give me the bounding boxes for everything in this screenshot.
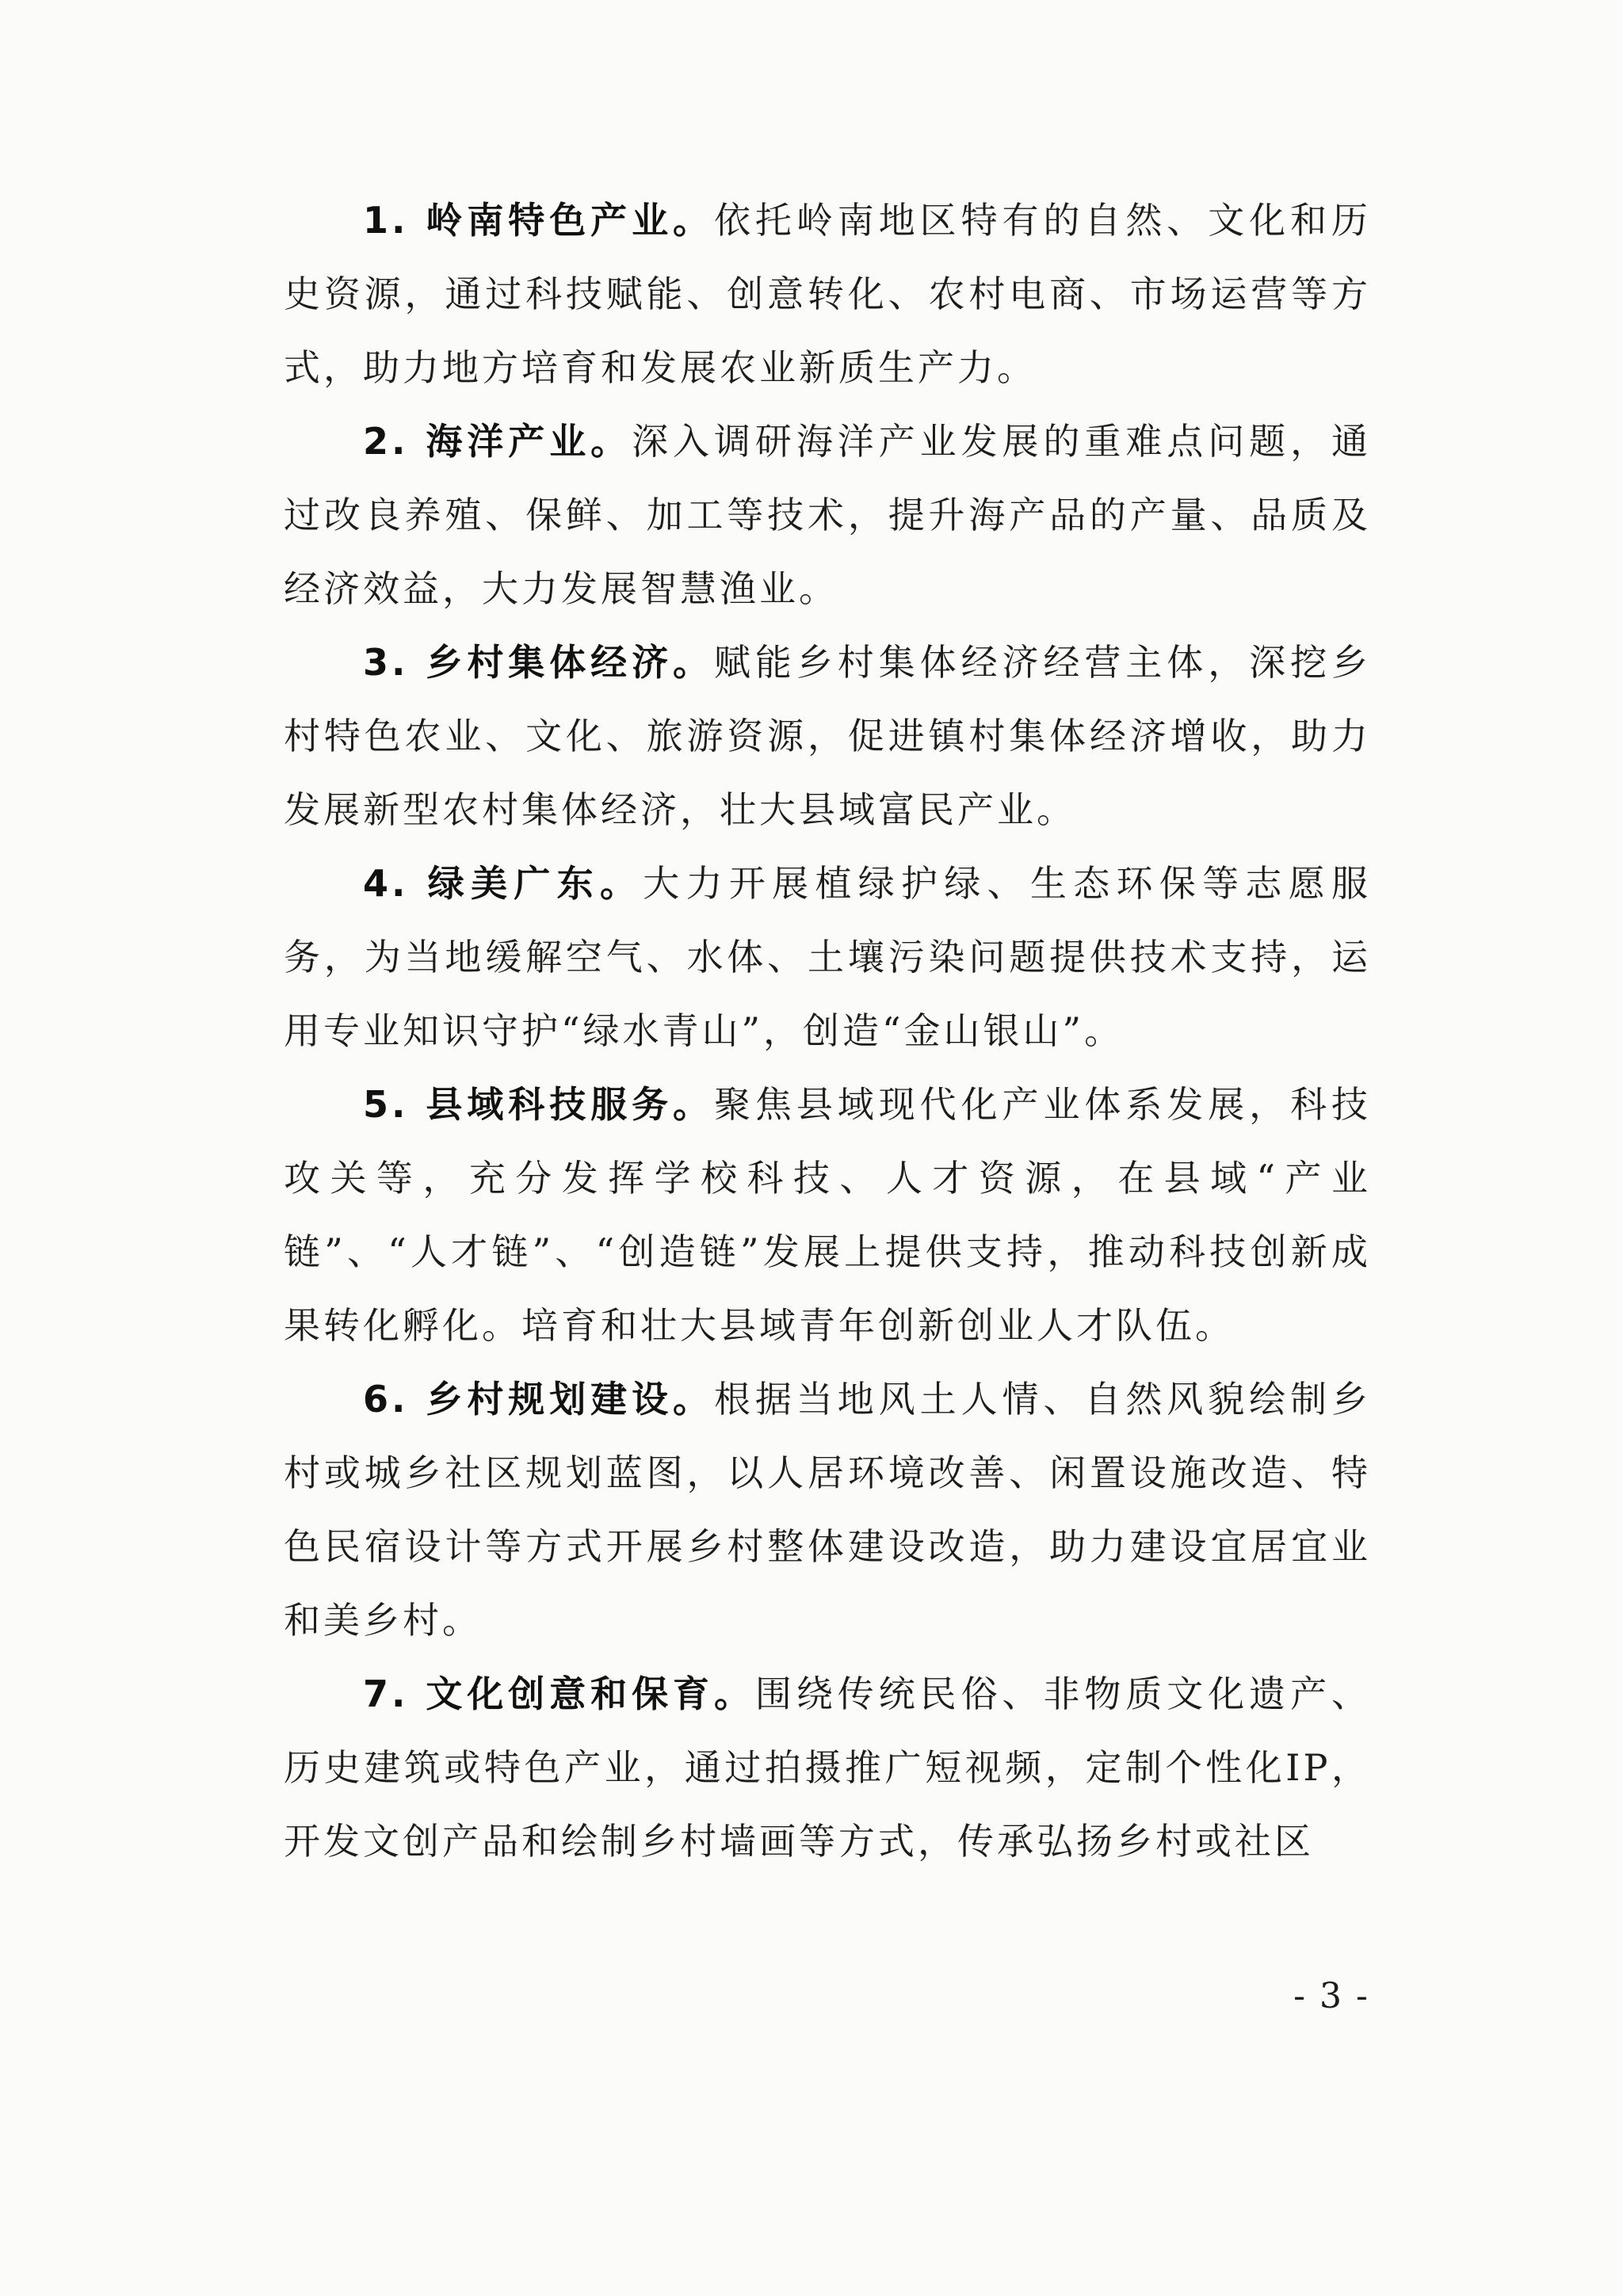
paragraph-text: 大力开展植绿护绿、生态环保等志愿服务，为当地缓解空气、水体、土壤污染问题提供技术支持，运用专业知识守护“绿水青山”，创造“金山银山”。 <box>284 862 1372 1052</box>
paragraph-heading: 6. 乡村规划建设。 <box>363 1378 714 1421</box>
paragraph-cultural-creativity <box>284 1657 1371 1878</box>
paragraph-green-guangdong <box>284 847 1371 1068</box>
paragraph-heading: 2. 海洋产业。 <box>363 420 632 463</box>
paragraph-heading: 4. 绿美广东。 <box>363 862 643 905</box>
paragraph-text: 深入调研海洋产业发展的重难点问题，通过改良养殖、保鲜、加工等技术，提升海产品的产量、品质及经济效益，大力发展智慧渔业。 <box>284 420 1372 610</box>
paragraph-heading: 5. 县域科技服务。 <box>363 1083 714 1126</box>
paragraph-heading: 3. 乡村集体经济。 <box>363 641 714 684</box>
paragraph-text: 依托岭南地区特有的自然、文化和历史资源，通过科技赋能、创意转化、农村电商、市场运营等方式，助力地方培育和发展农业新质生产力。 <box>284 199 1372 389</box>
document-body <box>284 184 1371 1878</box>
paragraph-county-tech-service <box>284 1068 1371 1363</box>
page-number: - 3 - <box>1293 1976 1369 2016</box>
paragraph-rural-planning <box>284 1363 1371 1657</box>
paragraph-rural-collective-economy <box>284 626 1371 847</box>
paragraph-text: 围绕传统民俗、非物质文化遗产、历史建筑或特色产业，通过拍摄推广短视频，定制个性化IP，开发文创产品和绘制乡村墙画等方式，传承弘扬乡村或社区 <box>284 1672 1372 1863</box>
paragraph-text: 赋能乡村集体经济经营主体，深挖乡村特色农业、文化、旅游资源，促进镇村集体经济增收，助力发展新型农村集体经济，壮大县域富民产业。 <box>284 641 1372 831</box>
paragraph-marine-industry <box>284 405 1371 626</box>
paragraph-heading: 7. 文化创意和保育。 <box>363 1672 755 1715</box>
paragraph-lingnan-industry <box>284 184 1371 405</box>
paragraph-text: 根据当地风土人情、自然风貌绘制乡村或城乡社区规划蓝图，以人居环境改善、闲置设施改造、特色民宿设计等方式开展乡村整体建设改造，助力建设宜居宜业和美乡村。 <box>284 1378 1372 1642</box>
paragraph-text: 聚焦县域现代化产业体系发展，科技攻关等，充分发挥学校科技、人才资源，在县域“产业链”、“人才链”、“创造链”发展上提供支持，推动科技创新成果转化孵化。培育和壮大县域青年创新创业人才队伍。 <box>284 1083 1372 1347</box>
paragraph-heading: 1. 岭南特色产业。 <box>363 199 714 242</box>
